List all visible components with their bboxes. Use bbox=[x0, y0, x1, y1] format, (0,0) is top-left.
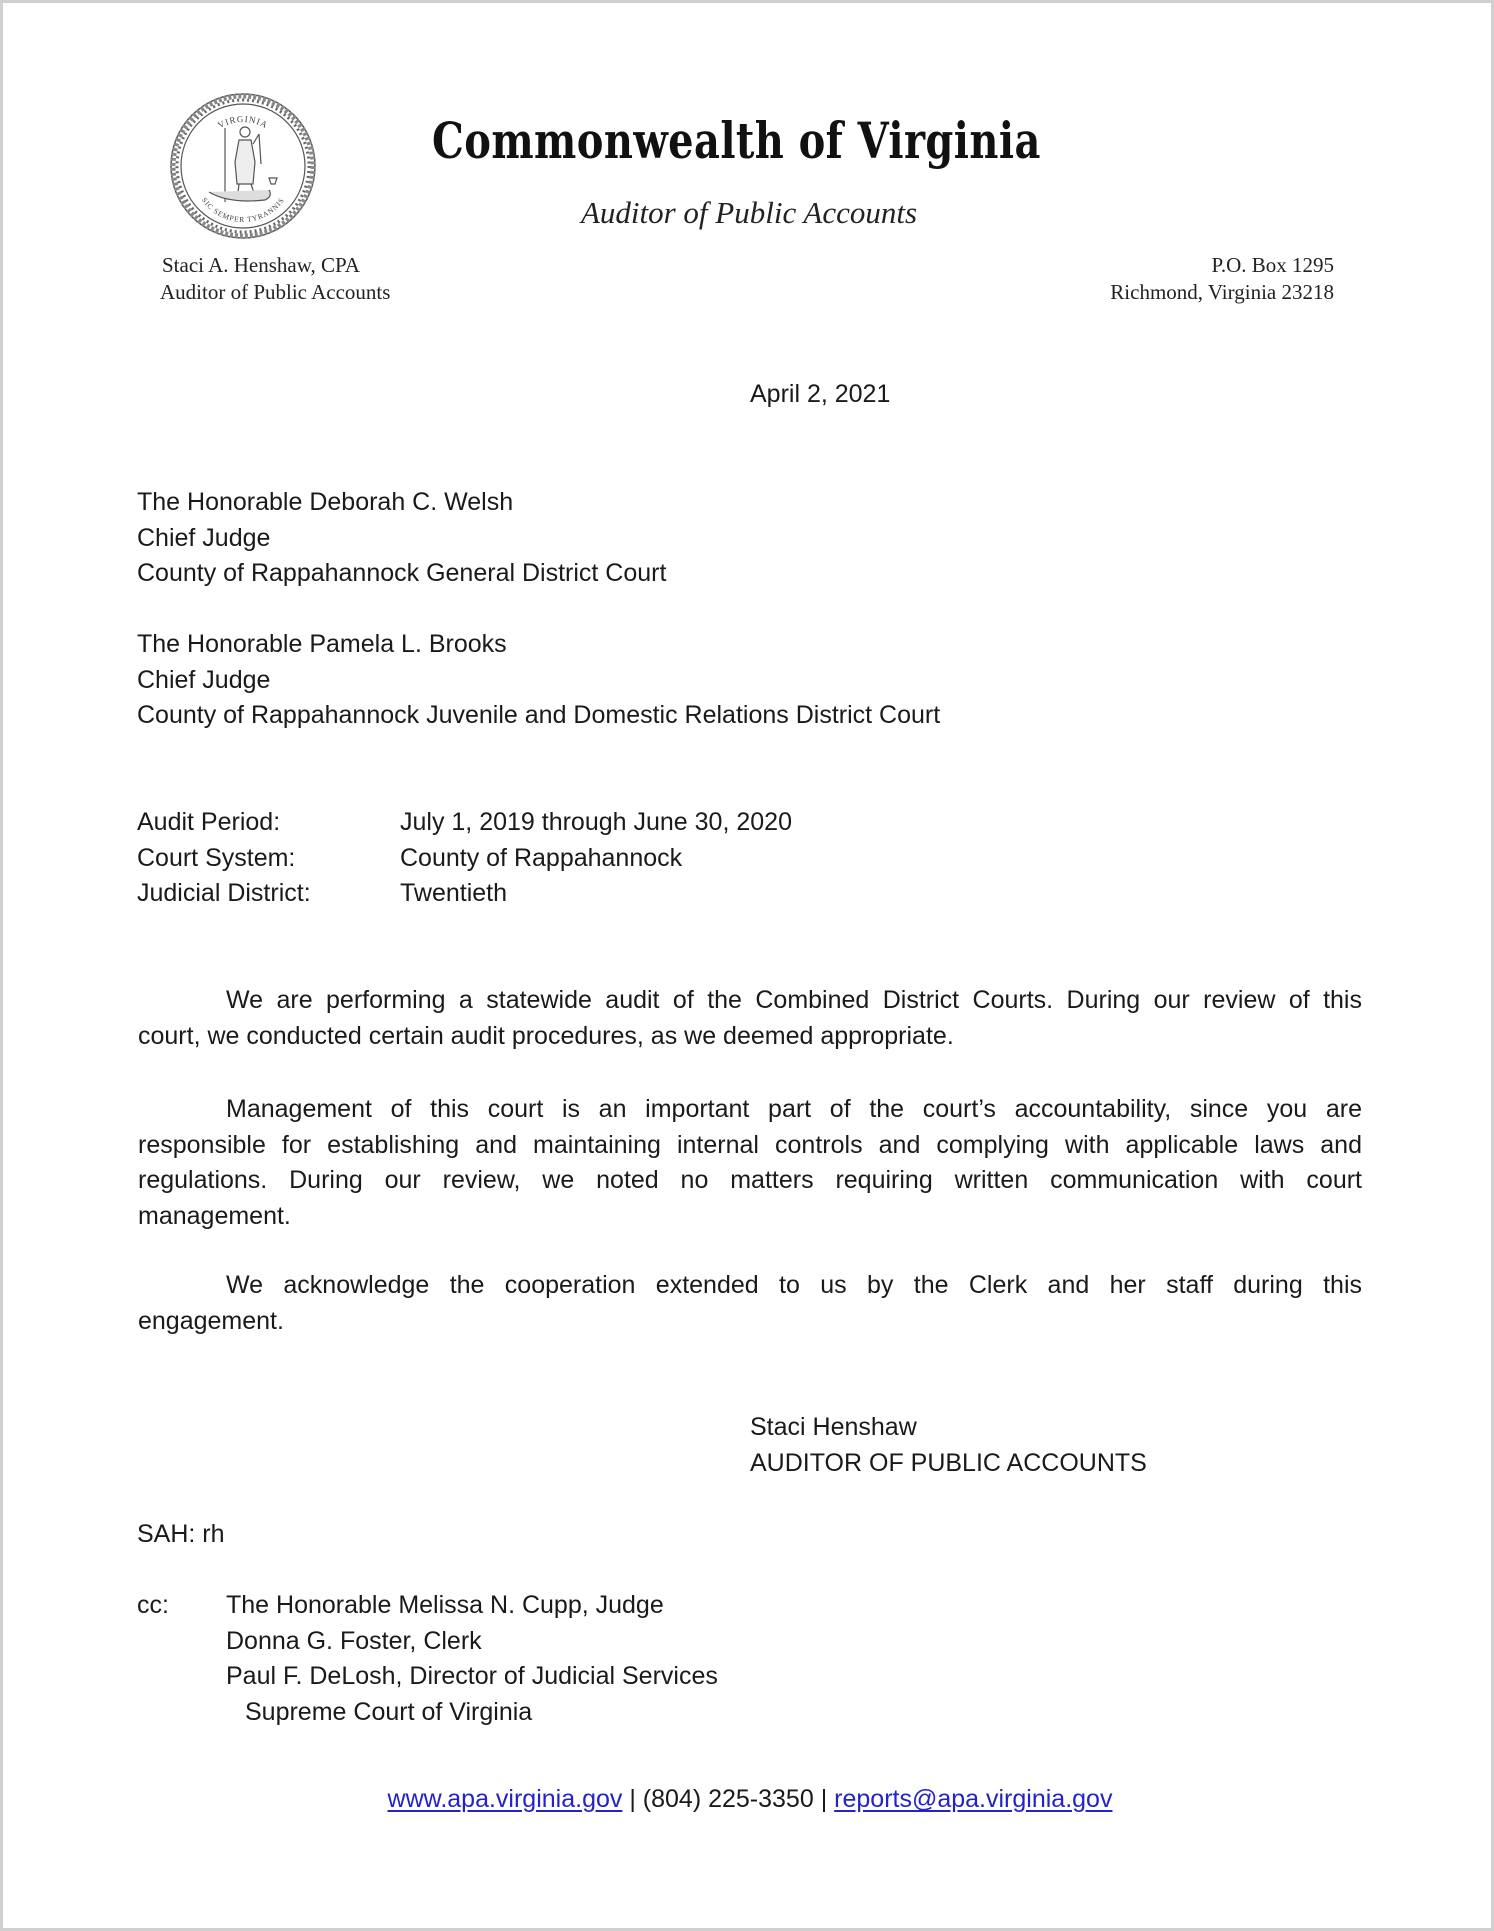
letterhead-title: Commonwealth of Virginia bbox=[432, 111, 1041, 170]
paragraph-line: We are performing a statewide audit of the Combined District Courts. During our review of this bbox=[226, 986, 1362, 1014]
signature-block bbox=[750, 1410, 1147, 1481]
letterhead-address bbox=[1110, 252, 1334, 305]
addressee-title: Chief Judge bbox=[137, 665, 271, 694]
cc-label: cc: bbox=[137, 1591, 169, 1619]
addressee-court: County of Rappahannock General District Court bbox=[137, 559, 667, 588]
addressee-block bbox=[137, 627, 940, 734]
info-value: Twentieth bbox=[400, 879, 508, 908]
paragraph-line: responsible for establishing and maintaining internal controls and complying with applicable laws and bbox=[138, 1130, 1362, 1159]
court-system-row bbox=[137, 841, 683, 877]
cc-recipient: The Honorable Melissa N. Cupp, Judge bbox=[226, 1591, 664, 1619]
audit-period-row bbox=[137, 805, 792, 841]
cc-recipient: Paul F. DeLosh, Director of Judicial Services bbox=[226, 1662, 718, 1691]
addressee-court: County of Rappahannock Juvenile and Domestic Relations District Court bbox=[137, 701, 941, 730]
website-link[interactable]: www.apa.virginia.gov bbox=[387, 1785, 623, 1813]
cc-recipient: Donna G. Foster, Clerk bbox=[226, 1626, 482, 1655]
addressee-title: Chief Judge bbox=[137, 523, 271, 552]
paragraph-line: Management of this court is an important part of the court’s accountability, since you are bbox=[226, 1095, 1362, 1123]
letter-date: April 2, 2021 bbox=[750, 380, 891, 408]
addressee-block bbox=[137, 485, 666, 592]
letterhead-sender bbox=[160, 252, 390, 305]
cc-list bbox=[226, 1588, 718, 1730]
reference-initials: SAH: rh bbox=[137, 1520, 225, 1548]
body-paragraph bbox=[138, 1268, 1362, 1339]
body-paragraph bbox=[138, 983, 1362, 1054]
signature-title: AUDITOR OF PUBLIC ACCOUNTS bbox=[750, 1448, 1147, 1477]
cc-recipient: Supreme Court of Virginia bbox=[245, 1697, 533, 1726]
footer-contact bbox=[3, 1782, 1494, 1818]
email-link[interactable]: reports@apa.virginia.gov bbox=[834, 1785, 1113, 1813]
info-label: Audit Period: bbox=[137, 808, 281, 836]
sender-title: Auditor of Public Accounts bbox=[160, 279, 391, 304]
info-value: County of Rappahannock bbox=[400, 843, 683, 872]
info-label: Judicial District: bbox=[137, 879, 311, 908]
addressee-name: The Honorable Deborah C. Welsh bbox=[137, 488, 514, 516]
phone-number: (804) 225-3350 bbox=[642, 1785, 814, 1813]
body-paragraph bbox=[138, 1092, 1362, 1234]
paragraph-line: court, we conducted certain audit procedures, as we deemed appropriate. bbox=[138, 1021, 954, 1050]
separator: | bbox=[820, 1785, 828, 1813]
paragraph-line: We acknowledge the cooperation extended to us by the Clerk and her staff during this bbox=[226, 1271, 1362, 1299]
svg-text:VIRGINIA: VIRGINIA bbox=[216, 113, 270, 131]
sender-name: Staci A. Henshaw, CPA bbox=[162, 253, 360, 277]
paragraph-line: engagement. bbox=[138, 1306, 284, 1335]
virginia-state-seal-icon bbox=[169, 92, 317, 240]
paragraph-line: regulations. During our review, we noted no matters requiring written communication with court bbox=[138, 1166, 1362, 1195]
svg-text:SIC SEMPER TYRANNIS: SIC SEMPER TYRANNIS bbox=[199, 195, 287, 225]
paragraph-line: management. bbox=[138, 1201, 291, 1230]
info-value: July 1, 2019 through June 30, 2020 bbox=[400, 808, 792, 836]
po-box: P.O. Box 1295 bbox=[1211, 253, 1334, 277]
judicial-district-row bbox=[137, 876, 508, 912]
info-label: Court System: bbox=[137, 843, 296, 872]
signature-name: Staci Henshaw bbox=[750, 1413, 917, 1441]
addressee-name: The Honorable Pamela L. Brooks bbox=[137, 630, 507, 658]
letterhead-subtitle: Auditor of Public Accounts bbox=[580, 195, 918, 230]
audit-info bbox=[137, 805, 792, 912]
separator: | bbox=[629, 1785, 636, 1813]
city-state-zip: Richmond, Virginia 23218 bbox=[1110, 279, 1334, 304]
